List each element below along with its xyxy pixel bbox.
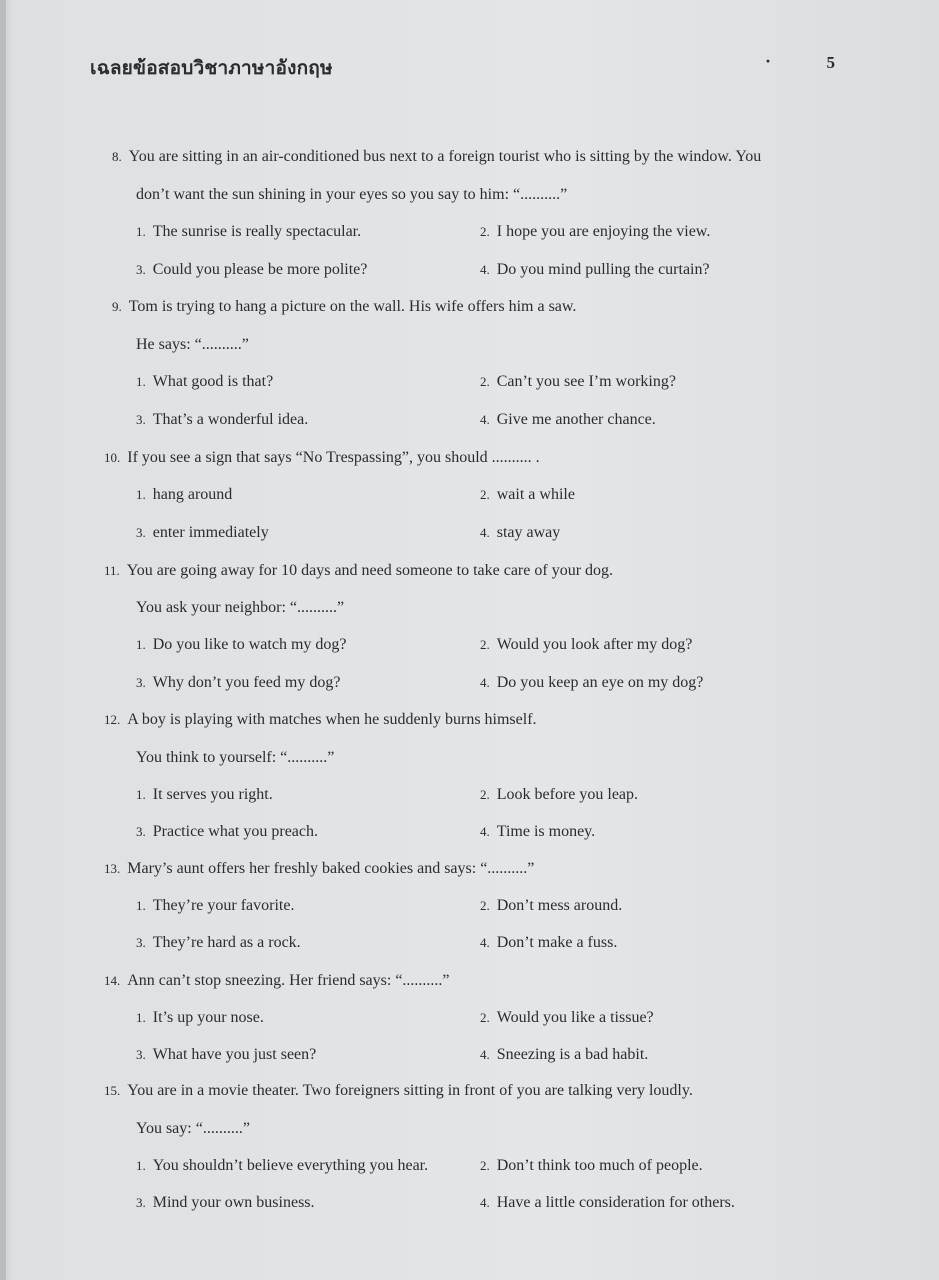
- option-number: 2.: [480, 374, 490, 389]
- option-text: Give me another chance.: [496, 411, 656, 428]
- answer-option: [136, 636, 347, 654]
- answer-option: [136, 1046, 316, 1064]
- option-number: 3.: [136, 675, 146, 690]
- option-text: You shouldn’t believe everything you hear.: [152, 1157, 429, 1174]
- option-number: 2.: [480, 898, 490, 913]
- option-number: 2.: [480, 1158, 490, 1173]
- option-number: 4.: [480, 675, 490, 690]
- question-stem-continuation: [136, 749, 334, 767]
- option-number: 3.: [136, 525, 146, 540]
- question-number: 14.: [104, 973, 121, 988]
- answer-option: [136, 261, 367, 279]
- answer-option: [480, 223, 710, 241]
- option-number: 3.: [136, 935, 146, 950]
- question-stem-continuation: [136, 336, 249, 354]
- answer-option: [480, 524, 560, 542]
- answer-option: [480, 636, 692, 654]
- option-text: Would you look after my dog?: [496, 636, 693, 653]
- question-number: 13.: [104, 861, 121, 876]
- option-text: Would you like a tissue?: [496, 1009, 654, 1026]
- option-number: 2.: [480, 787, 490, 802]
- option-number: 4.: [480, 1047, 490, 1062]
- question-number: 9.: [112, 299, 122, 314]
- option-text: Do you like to watch my dog?: [152, 636, 347, 653]
- question-stem-continuation: [136, 186, 567, 204]
- question-stem-text: A boy is playing with matches when he suddenly burns himself.: [127, 711, 537, 728]
- option-number: 2.: [480, 224, 490, 239]
- option-number: 3.: [136, 1195, 146, 1210]
- question-stem-text: You say: “..........”: [136, 1120, 250, 1137]
- option-text: stay away: [496, 524, 561, 541]
- option-number: 2.: [480, 487, 490, 502]
- option-text: What good is that?: [152, 373, 274, 390]
- option-text: hang around: [152, 486, 233, 503]
- question-stem-text: Mary’s aunt offers her freshly baked cookies and says: “..........”: [127, 860, 535, 877]
- option-text: Can’t you see I’m working?: [496, 373, 676, 390]
- answer-option: [136, 1194, 315, 1212]
- option-text: Time is money.: [496, 823, 596, 840]
- option-text: Could you please be more polite?: [152, 261, 368, 278]
- option-number: 4.: [480, 935, 490, 950]
- option-text: Mind your own business.: [152, 1194, 315, 1211]
- question-number: 15.: [104, 1083, 121, 1098]
- answer-option: [480, 261, 710, 279]
- question-stem-text: You are sitting in an air-conditioned bus next to a foreign tourist who is sitting by the window. You: [128, 148, 762, 165]
- question-stem-line: [112, 298, 576, 316]
- option-text: It serves you right.: [152, 786, 273, 803]
- question-stem-text: If you see a sign that says “No Trespassing”, you should .......... .: [127, 449, 540, 466]
- option-text: Don’t make a fuss.: [496, 934, 618, 951]
- answer-option: [136, 823, 318, 841]
- answer-option: [136, 786, 273, 804]
- question-stem-continuation: [136, 599, 344, 617]
- option-text: They’re hard as a rock.: [152, 934, 301, 951]
- option-text: Look before you leap.: [496, 786, 639, 803]
- question-stem-line: [104, 449, 540, 467]
- answer-option: [136, 411, 308, 429]
- option-text: Have a little consideration for others.: [496, 1194, 735, 1211]
- question-stem-text: Tom is trying to hang a picture on the wall. His wife offers him a saw.: [128, 298, 577, 315]
- question-number: 8.: [112, 149, 122, 164]
- option-number: 4.: [480, 262, 490, 277]
- answer-option: [480, 1046, 648, 1064]
- question-number: 10.: [104, 450, 121, 465]
- option-text: Do you keep an eye on my dog?: [496, 674, 704, 691]
- answer-option: [136, 524, 269, 542]
- page-header: [90, 53, 835, 77]
- answer-option: [480, 786, 638, 804]
- answer-option: [480, 934, 617, 952]
- option-text: Don’t think too much of people.: [496, 1157, 703, 1174]
- option-number: 4.: [480, 824, 490, 839]
- option-text: It’s up your nose.: [152, 1009, 264, 1026]
- answer-option: [480, 373, 676, 391]
- answer-option: [480, 411, 656, 429]
- question-stem-text: You think to yourself: “..........”: [136, 749, 335, 766]
- option-number: 4.: [480, 1195, 490, 1210]
- option-text: Do you mind pulling the curtain?: [496, 261, 710, 278]
- option-number: 1.: [136, 224, 146, 239]
- option-number: 4.: [480, 525, 490, 540]
- option-number: 1.: [136, 637, 146, 652]
- answer-option: [480, 1009, 654, 1027]
- option-text: Why don’t you feed my dog?: [152, 674, 341, 691]
- option-text: enter immediately: [152, 524, 269, 541]
- answer-option: [480, 674, 703, 692]
- page-number: 5: [826, 53, 835, 72]
- option-text: What have you just seen?: [152, 1046, 317, 1063]
- option-number: 3.: [136, 1047, 146, 1062]
- option-number: 3.: [136, 824, 146, 839]
- option-text: The sunrise is really spectacular.: [152, 223, 362, 240]
- question-stem-text: You are in a movie theater. Two foreigners sitting in front of you are talking very loudly.: [127, 1082, 693, 1099]
- option-number: 2.: [480, 1010, 490, 1025]
- answer-option: [480, 897, 622, 915]
- option-number: 1.: [136, 1158, 146, 1173]
- answer-option: [480, 1194, 735, 1212]
- option-text: I hope you are enjoying the view.: [496, 223, 711, 240]
- answer-option: [480, 1157, 703, 1175]
- answer-option: [136, 897, 294, 915]
- question-stem-text: Ann can’t stop sneezing. Her friend says: “..........”: [127, 972, 450, 989]
- question-stem-continuation: [136, 1120, 250, 1138]
- answer-option: [136, 1009, 264, 1027]
- question-stem-line: [112, 148, 761, 166]
- answer-option: [136, 486, 232, 504]
- option-number: 4.: [480, 412, 490, 427]
- header-title: เฉลยข้อสอบวิชาภาษาอังกฤษ: [90, 57, 333, 79]
- answer-option: [480, 823, 595, 841]
- option-text: That’s a wonderful idea.: [152, 411, 309, 428]
- question-stem-line: [104, 860, 534, 878]
- option-text: Practice what you preach.: [152, 823, 319, 840]
- option-number: 3.: [136, 412, 146, 427]
- question-number: 11.: [104, 563, 120, 578]
- option-text: wait a while: [496, 486, 575, 503]
- answer-option: [136, 223, 361, 241]
- question-stem-line: [104, 562, 613, 580]
- question-stem-line: [104, 711, 537, 729]
- option-number: 3.: [136, 262, 146, 277]
- option-text: Sneezing is a bad habit.: [496, 1046, 649, 1063]
- answer-option: [136, 1157, 428, 1175]
- option-number: 1.: [136, 374, 146, 389]
- option-number: 1.: [136, 787, 146, 802]
- question-stem-text: You ask your neighbor: “..........”: [136, 599, 345, 616]
- answer-option: [136, 934, 301, 952]
- question-stem-line: [104, 1082, 693, 1100]
- option-number: 2.: [480, 637, 490, 652]
- option-text: Don’t mess around.: [496, 897, 623, 914]
- answer-option: [480, 486, 575, 504]
- question-stem-text: You are going away for 10 days and need someone to take care of your dog.: [126, 562, 614, 579]
- question-number: 12.: [104, 712, 121, 727]
- answer-option: [136, 674, 340, 692]
- question-stem-line: [104, 972, 450, 990]
- option-text: They’re your favorite.: [152, 897, 295, 914]
- question-stem-text: He says: “..........”: [136, 336, 249, 353]
- header-dot: ·: [764, 51, 771, 71]
- answer-option: [136, 373, 273, 391]
- question-stem-text: don’t want the sun shining in your eyes so you say to him: “..........”: [136, 186, 568, 203]
- option-number: 1.: [136, 487, 146, 502]
- option-number: 1.: [136, 898, 146, 913]
- option-number: 1.: [136, 1010, 146, 1025]
